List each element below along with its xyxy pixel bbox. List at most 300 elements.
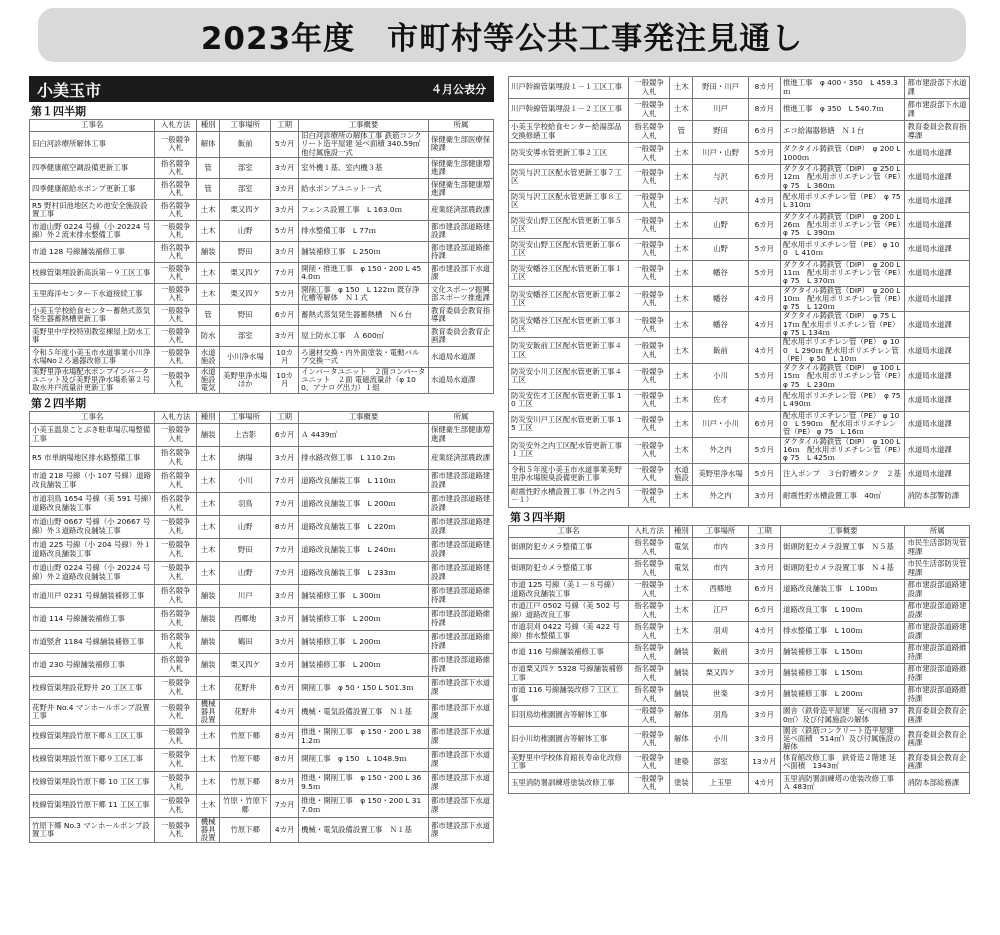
cell-type: 土木 (670, 286, 693, 312)
rows-q2 (30, 423, 494, 843)
cell-department: 都市建設部道路維持課 (905, 684, 970, 705)
cell-summary: 道路改良工事 L 100ｍ (780, 600, 904, 621)
cell-method: 一般競争入札 (155, 676, 197, 699)
cell-type: 管 (197, 157, 220, 178)
cell-summary: インバータユニット ２面コンバータユニット ２面 電磁流量計（φ 100、アナログ出力）１組 (299, 367, 429, 393)
cell-summary: 屋上防水工事 Ａ 600㎡ (299, 325, 429, 346)
cell-location: 栗又四ケ (220, 653, 271, 676)
column-header-method: 入札方法 (155, 120, 197, 132)
cell-summary: 機械・電気設備設置工事 Ｎ１基 (299, 817, 429, 843)
header-row (509, 525, 970, 537)
cell-method: 一般競争入札 (628, 312, 669, 338)
cell-period: 5カ月 (748, 437, 780, 463)
cell-method: 一般競争入札 (155, 561, 197, 584)
table-row (30, 199, 494, 220)
cell-method: 一般競争入札 (155, 817, 197, 843)
cell-method: 指名競争入札 (628, 684, 669, 705)
cell-summary: 推進・開削工事 φ 150・200 L 317.0ｍ (299, 794, 429, 817)
cell-type: 土木 (197, 794, 220, 817)
cell-summary: 体育館改修工事 鉄骨造２階建 延べ面積 1343㎡ (780, 752, 904, 773)
cell-name: 旧羽鳥幼稚園園舎等解体工事 (509, 705, 629, 726)
cell-name: 防災安山野工区配水管更新工事６工区 (509, 238, 629, 260)
cell-method: 一般競争入札 (628, 705, 669, 726)
cell-department: 消防本部警防課 (905, 485, 970, 507)
table-q3 (508, 525, 970, 795)
cell-period: 6カ月 (748, 212, 780, 238)
cell-period: 8カ月 (271, 748, 299, 771)
cell-department: 水道局水道課 (905, 437, 970, 463)
cell-method: 指名競争入札 (628, 121, 669, 143)
cell-type: 土木 (197, 538, 220, 561)
cell-location: 山野 (220, 220, 271, 241)
cell-department: 教育委員会教育企画課 (905, 705, 970, 726)
cell-period: 3カ月 (748, 726, 780, 752)
right-column (508, 76, 970, 794)
cell-type: 土木 (670, 312, 693, 338)
cell-name: 枝線管渠埋設竹原下郷 11 工区工事 (30, 794, 155, 817)
cell-type: 水道施設電気 (197, 367, 220, 393)
table-row (30, 446, 494, 469)
cell-summary: 開削工事 φ 150 L 1048.9ｍ (299, 748, 429, 771)
cell-period: 4カ月 (748, 338, 780, 364)
table-row (509, 705, 970, 726)
cell-location: 西郷地 (220, 607, 271, 630)
cell-name: 小美玉温泉ことぶき駐車場広場整備工事 (30, 423, 155, 446)
cell-period: 3カ月 (748, 684, 780, 705)
cell-summary: 道路改良舗装工事 L 200ｍ (299, 492, 429, 515)
table-row (509, 121, 970, 143)
cell-location: 栗又四ケ (693, 663, 748, 684)
cell-location: 幡谷 (693, 286, 748, 312)
section-title-q2: 第２四半期 (31, 396, 86, 410)
cell-department: 水道局水道課 (429, 367, 494, 393)
page-title: 2023年度 市町村等公共工事発注見通し (38, 8, 966, 62)
cell-method: 一般競争入札 (628, 752, 669, 773)
cell-type: 舗装 (670, 663, 693, 684)
cell-department: 都市建設部下水道課 (905, 77, 970, 99)
cell-method: 一般競争入札 (628, 99, 669, 121)
cell-method: 一般競争入札 (155, 515, 197, 538)
cell-summary: フェンス設置工事 L 163.0ｍ (299, 199, 429, 220)
cell-period: 3カ月 (271, 653, 299, 676)
cell-name: 防災安山野工区配水管更新工事５工区 (509, 212, 629, 238)
table-row (30, 817, 494, 843)
cell-period: 4カ月 (748, 190, 780, 212)
cell-summary: 配水用ポリエチレン管（PE） φ 100 L 410ｍ (780, 238, 904, 260)
cell-department: 都市建設部道路建設課 (429, 492, 494, 515)
cell-location: 羽鳥 (693, 705, 748, 726)
section-title-q1: 第１四半期 (31, 105, 86, 118)
cell-type: 土木 (670, 389, 693, 411)
table-row (30, 630, 494, 653)
table-row (30, 607, 494, 630)
cell-name: 旧小川幼稚園園舎等解体工事 (509, 726, 629, 752)
cell-location: 納場 (220, 446, 271, 469)
cell-department: 水道局水道課 (429, 346, 494, 367)
cell-location: 山野 (220, 561, 271, 584)
cell-name: 川戸幹線管渠埋設１－１工区工事 (509, 77, 629, 99)
table-row (30, 325, 494, 346)
table-row (30, 132, 494, 158)
table-row (509, 600, 970, 621)
cell-type: 土木 (670, 165, 693, 191)
cell-location: 竹原下郷 (220, 748, 271, 771)
cell-location: 上玉里 (693, 773, 748, 794)
cell-summary: 推進・開削工事 φ 150・200 L 381.2ｍ (299, 725, 429, 748)
cell-department: 都市建設部道路維持課 (429, 653, 494, 676)
cell-period: 3カ月 (748, 642, 780, 663)
cell-department: 都市建設部下水道課 (429, 725, 494, 748)
cell-type: 土木 (670, 260, 693, 286)
cell-period: 6カ月 (271, 676, 299, 699)
cell-summary: エコ給湯器修繕 Ｎ１台 (780, 121, 904, 143)
table-row (30, 469, 494, 492)
cell-location: 部室 (693, 752, 748, 773)
cell-method: 一般競争入札 (155, 262, 197, 283)
cell-summary: 推進・開削工事 φ 150・200 L 369.5ｍ (299, 771, 429, 794)
table-row (509, 621, 970, 642)
cell-location: 野田 (220, 241, 271, 262)
cell-type: 管 (670, 121, 693, 143)
cell-summary: ダクタイル鋳鉄管（DIP） φ 200 L 1000ｍ (780, 143, 904, 165)
cell-location: 飯前 (693, 642, 748, 663)
cell-location: 野田・川戸 (693, 77, 748, 99)
cell-name: 市道江戸 0502 号線（美 502 号線）道路改良工事 (509, 600, 629, 621)
cell-summary: 注入ポンプ ３台貯槽タンク ２基 (780, 463, 904, 485)
cell-name: 四季健康館給水ポンプ更新工事 (30, 178, 155, 199)
cell-name: 枝線管渠埋設竹原下郷９工区工事 (30, 748, 155, 771)
cell-type: 土木 (197, 469, 220, 492)
cell-location: 小川 (220, 469, 271, 492)
cell-name: 防災安佐才工区配水管更新工事 10 工区 (509, 389, 629, 411)
header-row (30, 120, 494, 132)
cell-location: 小川浄水場 (220, 346, 271, 367)
table-row (509, 411, 970, 437)
cell-summary: 舗装補修工事 L 200ｍ (780, 684, 904, 705)
cell-period: 5カ月 (748, 463, 780, 485)
cell-department: 水道局水道課 (905, 238, 970, 260)
cell-name: 防災安幡谷工区配水管更新工事２工区 (509, 286, 629, 312)
table-row (30, 653, 494, 676)
table-header (509, 525, 970, 537)
table-row (509, 437, 970, 463)
cell-department: 水道局水道課 (905, 338, 970, 364)
cell-summary: 舗装補修工事 L 150ｍ (780, 642, 904, 663)
table-row (509, 143, 970, 165)
cell-type: 解体 (670, 726, 693, 752)
cell-period: 3カ月 (748, 485, 780, 507)
table-row (509, 642, 970, 663)
cell-location: 小川 (693, 726, 748, 752)
cell-name: 防災安小川工区配水管更新工事４工区 (509, 364, 629, 390)
column-header-department: 所属 (429, 120, 494, 132)
cell-location: 竹原下郷 (220, 771, 271, 794)
column-header-department: 所属 (905, 525, 970, 537)
cell-type: 舗装 (197, 630, 220, 653)
cell-type: 土木 (670, 364, 693, 390)
cell-department: 都市建設部道路維持課 (429, 584, 494, 607)
cell-summary: 蓄熱式蒸気発生器蓄熱槽 Ｎ６台 (299, 304, 429, 325)
cell-location: 外之内 (693, 485, 748, 507)
table-row (509, 165, 970, 191)
table-row (30, 262, 494, 283)
cell-period: 6カ月 (748, 411, 780, 437)
cell-method: 一般競争入札 (155, 132, 197, 158)
cell-type: 舗装 (197, 584, 220, 607)
table-row (509, 238, 970, 260)
column-header-period: 工期 (271, 411, 299, 423)
cell-location: 部室 (220, 157, 271, 178)
table-row (509, 773, 970, 794)
cell-type: 土木 (197, 262, 220, 283)
table-row (30, 283, 494, 304)
cell-location: 山野 (693, 238, 748, 260)
cell-name: 防災安導水管更新工事２工区 (509, 143, 629, 165)
cell-method: 一般競争入札 (155, 538, 197, 561)
cell-location: 飯前 (220, 132, 271, 158)
cell-location: 与沢 (693, 190, 748, 212)
table-row (509, 260, 970, 286)
cell-type: 土木 (197, 748, 220, 771)
cell-summary: 配水用ポリエチレン管（PE） φ 100 L 290ｍ 配水用ポリエチレン管（PE） φ 50 L 10ｍ (780, 338, 904, 364)
cell-department: 水道局水道課 (905, 389, 970, 411)
cell-name: 市道 218 号線（小 107 号線）道路改良舗装工事 (30, 469, 155, 492)
cell-summary: 推進工事 φ 350 L 540.7ｍ (780, 99, 904, 121)
cell-method: 指名競争入札 (155, 607, 197, 630)
cell-department: 水道局水道課 (905, 260, 970, 286)
cell-type: 土木 (670, 411, 693, 437)
table-row (30, 699, 494, 725)
cell-period: 4カ月 (271, 699, 299, 725)
cell-department: 文化スポーツ振興部スポーツ推進課 (429, 283, 494, 304)
cell-name: 市道 225 号線（小 204 号線）外１道路改良舗装工事 (30, 538, 155, 561)
cell-department: 都市建設部下水道課 (429, 817, 494, 843)
cell-method: 指名競争入札 (155, 199, 197, 220)
column-header-period: 工期 (271, 120, 299, 132)
cell-period: 4カ月 (748, 389, 780, 411)
cell-department: 水道局水道課 (905, 143, 970, 165)
cell-department: 都市建設部道路建設課 (429, 220, 494, 241)
cell-name: 防災安外之内工区配水管更新工事１工区 (509, 437, 629, 463)
cell-method: 一般競争入札 (155, 325, 197, 346)
cell-name: 川戸幹線管渠埋設１－２工区工事 (509, 99, 629, 121)
cell-location: 栗又四ケ (220, 199, 271, 220)
cell-name: 小美玉学校給食センター給湯部品交換修繕工事 (509, 121, 629, 143)
cell-period: 3カ月 (748, 663, 780, 684)
cell-method: 指名競争入札 (155, 630, 197, 653)
cell-type: 電気 (670, 537, 693, 558)
cell-period: 5カ月 (271, 132, 299, 158)
cell-method: 指名競争入札 (628, 663, 669, 684)
cell-method: 一般競争入札 (628, 238, 669, 260)
table-header (30, 411, 494, 423)
section-title-q3: 第３四半期 (510, 510, 565, 524)
cell-name: 四季健康館空調設備更新工事 (30, 157, 155, 178)
cell-location: 鶴田 (220, 630, 271, 653)
left-column (29, 76, 494, 843)
cell-location: 山野 (693, 212, 748, 238)
cell-period: 3カ月 (271, 199, 299, 220)
cell-name: 市道 128 号線舗装補修工事 (30, 241, 155, 262)
cell-department: 都市建設部道路建設課 (905, 600, 970, 621)
cell-department: 都市建設部下水道課 (429, 699, 494, 725)
cell-department: 都市建設部道路維持課 (429, 607, 494, 630)
cell-department: 都市建設部道路維持課 (429, 630, 494, 653)
cell-method: 一般競争入札 (628, 286, 669, 312)
cell-location: 部室 (220, 178, 271, 199)
cell-method: 指名競争入札 (155, 469, 197, 492)
cell-summary: 園舎（鉄筋コンクリート造平屋建 延べ面積 514㎡）及び付属施設の解体 (780, 726, 904, 752)
cell-method: 指名競争入札 (628, 621, 669, 642)
cell-method: 一般競争入札 (155, 220, 197, 241)
cell-department: 都市建設部道路建設課 (429, 538, 494, 561)
cell-department: 市民生活部防災管理課 (905, 537, 970, 558)
cell-location: 山野 (220, 515, 271, 538)
table-row (509, 485, 970, 507)
cell-name: 美野里中学校特別教室棟屋上防水工事 (30, 325, 155, 346)
cell-location: 西郷地 (693, 579, 748, 600)
cell-department: 教育委員会教育指導課 (429, 304, 494, 325)
cell-period: 3カ月 (271, 446, 299, 469)
cell-period: 4カ月 (748, 621, 780, 642)
cell-period: 3カ月 (271, 607, 299, 630)
cell-department: 水道局水道課 (905, 364, 970, 390)
cell-summary: ダクタイル鋳鉄管（DIP） φ 100 L 15ｍ 配水用ポリエチレン管（PE） φ 75 L 230ｍ (780, 364, 904, 390)
cell-department: 都市建設部道路維持課 (429, 241, 494, 262)
cell-name: 市道 116 号線舗装補修工事 (509, 642, 629, 663)
cell-type: 土木 (670, 190, 693, 212)
cell-period: 5カ月 (748, 364, 780, 390)
cell-period: 6カ月 (271, 304, 299, 325)
cell-name: 旧白河診療所解体工事 (30, 132, 155, 158)
cell-summary: 排水路改修工事 L 110.2ｍ (299, 446, 429, 469)
cell-name: 市道 114 号線舗装補修工事 (30, 607, 155, 630)
cell-type: 舗装 (197, 241, 220, 262)
cell-method: 一般競争入札 (628, 389, 669, 411)
cell-period: 7カ月 (271, 794, 299, 817)
cell-summary: 給水ポンプユニット一式 (299, 178, 429, 199)
cell-summary: 舗装補修工事 L 250ｍ (299, 241, 429, 262)
cell-name: 防災与沢工区配水管更新工事７工区 (509, 165, 629, 191)
cell-method: 指名競争入札 (155, 653, 197, 676)
table-row (509, 364, 970, 390)
column-header-name: 工事名 (30, 120, 155, 132)
cell-type: 電気 (670, 558, 693, 579)
cell-type: 土木 (670, 77, 693, 99)
cell-period: 7カ月 (271, 561, 299, 584)
cell-name: 市道 125 号線（美１－８号線）道路改良舗装工事 (509, 579, 629, 600)
column-header-type: 種別 (670, 525, 693, 537)
cell-department: 保健衛生部健康増進課 (429, 157, 494, 178)
cell-department: 都市建設部道路建設課 (905, 621, 970, 642)
table-row (30, 220, 494, 241)
cell-period: 7カ月 (271, 262, 299, 283)
cell-method: 指名競争入札 (155, 584, 197, 607)
cell-department: 水道局水道課 (905, 463, 970, 485)
column-header-period: 工期 (748, 525, 780, 537)
cell-type: 土木 (670, 99, 693, 121)
table-row (30, 725, 494, 748)
cell-method: 一般競争入札 (628, 260, 669, 286)
table-row (30, 367, 494, 393)
cell-department: 教育委員会教育企画課 (905, 752, 970, 773)
cell-method: 一般競争入札 (628, 338, 669, 364)
cell-name: 枝線管渠埋設新高浜第－９工区工事 (30, 262, 155, 283)
cell-type: 建築 (670, 752, 693, 773)
table-row (30, 423, 494, 446)
cell-method: 指名競争入札 (628, 537, 669, 558)
cell-method: 一般競争入札 (628, 463, 669, 485)
cell-type: 舗装 (670, 642, 693, 663)
cell-location: 川戸・山野 (693, 143, 748, 165)
cell-department: 都市建設部道路維持課 (905, 663, 970, 684)
table-row (509, 338, 970, 364)
cell-type: 土木 (197, 676, 220, 699)
table-row (509, 312, 970, 338)
cell-location: 世楽 (693, 684, 748, 705)
cell-summary: ろ過材交換・内外面塗装・電動バルブ交換一式 (299, 346, 429, 367)
cell-department: 教育委員会教育企画課 (905, 726, 970, 752)
cell-location: 佐才 (693, 389, 748, 411)
table-row (509, 77, 970, 99)
cell-type: 土木 (197, 283, 220, 304)
cell-location: 市内 (693, 537, 748, 558)
cell-name: 市道 116 号線舗装改修７工区工事 (509, 684, 629, 705)
cell-department: 都市建設部道路建設課 (905, 579, 970, 600)
cell-department: 消防本部総務課 (905, 773, 970, 794)
cell-method: 一般競争入札 (155, 304, 197, 325)
cell-department: 教育委員会教育指導課 (905, 121, 970, 143)
table-row (30, 178, 494, 199)
cell-summary: 舗装補修工事 L 150ｍ (780, 663, 904, 684)
cell-name: 市道 230 号線舗装補修工事 (30, 653, 155, 676)
cell-department: 都市建設部道路建設課 (429, 469, 494, 492)
cell-location: 竹原下郷 (220, 725, 271, 748)
cell-department: 都市建設部下水道課 (429, 262, 494, 283)
cell-period: 3カ月 (271, 325, 299, 346)
cell-type: 舗装 (197, 607, 220, 630)
cell-location: 花野井 (220, 699, 271, 725)
cell-type: 解体 (197, 132, 220, 158)
cell-period: 3カ月 (271, 584, 299, 607)
cell-location: 花野井 (220, 676, 271, 699)
cell-type: 塗装 (670, 773, 693, 794)
cell-type: 土木 (670, 238, 693, 260)
cell-summary: 排水整備工事 L 77ｍ (299, 220, 429, 241)
cell-location: 幡谷 (693, 312, 748, 338)
cell-period: 3カ月 (271, 241, 299, 262)
cell-location: 竹原・竹原下郷 (220, 794, 271, 817)
cell-period: 3カ月 (271, 157, 299, 178)
header-row (30, 411, 494, 423)
table-row (30, 304, 494, 325)
table-row (30, 515, 494, 538)
cell-name: 市道栗又四ケ 5328 号線舗装補修工事 (509, 663, 629, 684)
table-row (509, 212, 970, 238)
table-row (509, 537, 970, 558)
cell-location: 部室 (220, 325, 271, 346)
cell-method: 一般競争入札 (628, 437, 669, 463)
table-row (509, 463, 970, 485)
cell-name: 市道羽鳥 1654 号線（美 591 号線）道路改良舗装工事 (30, 492, 155, 515)
cell-type: 土木 (197, 725, 220, 748)
cell-summary: 舗装補修工事 L 200ｍ (299, 607, 429, 630)
cell-location: 与沢 (693, 165, 748, 191)
table-row (509, 389, 970, 411)
cell-period: 5カ月 (748, 143, 780, 165)
cell-summary: 舗装補修工事 L 300ｍ (299, 584, 429, 607)
cell-location: 栗又四ケ (220, 262, 271, 283)
